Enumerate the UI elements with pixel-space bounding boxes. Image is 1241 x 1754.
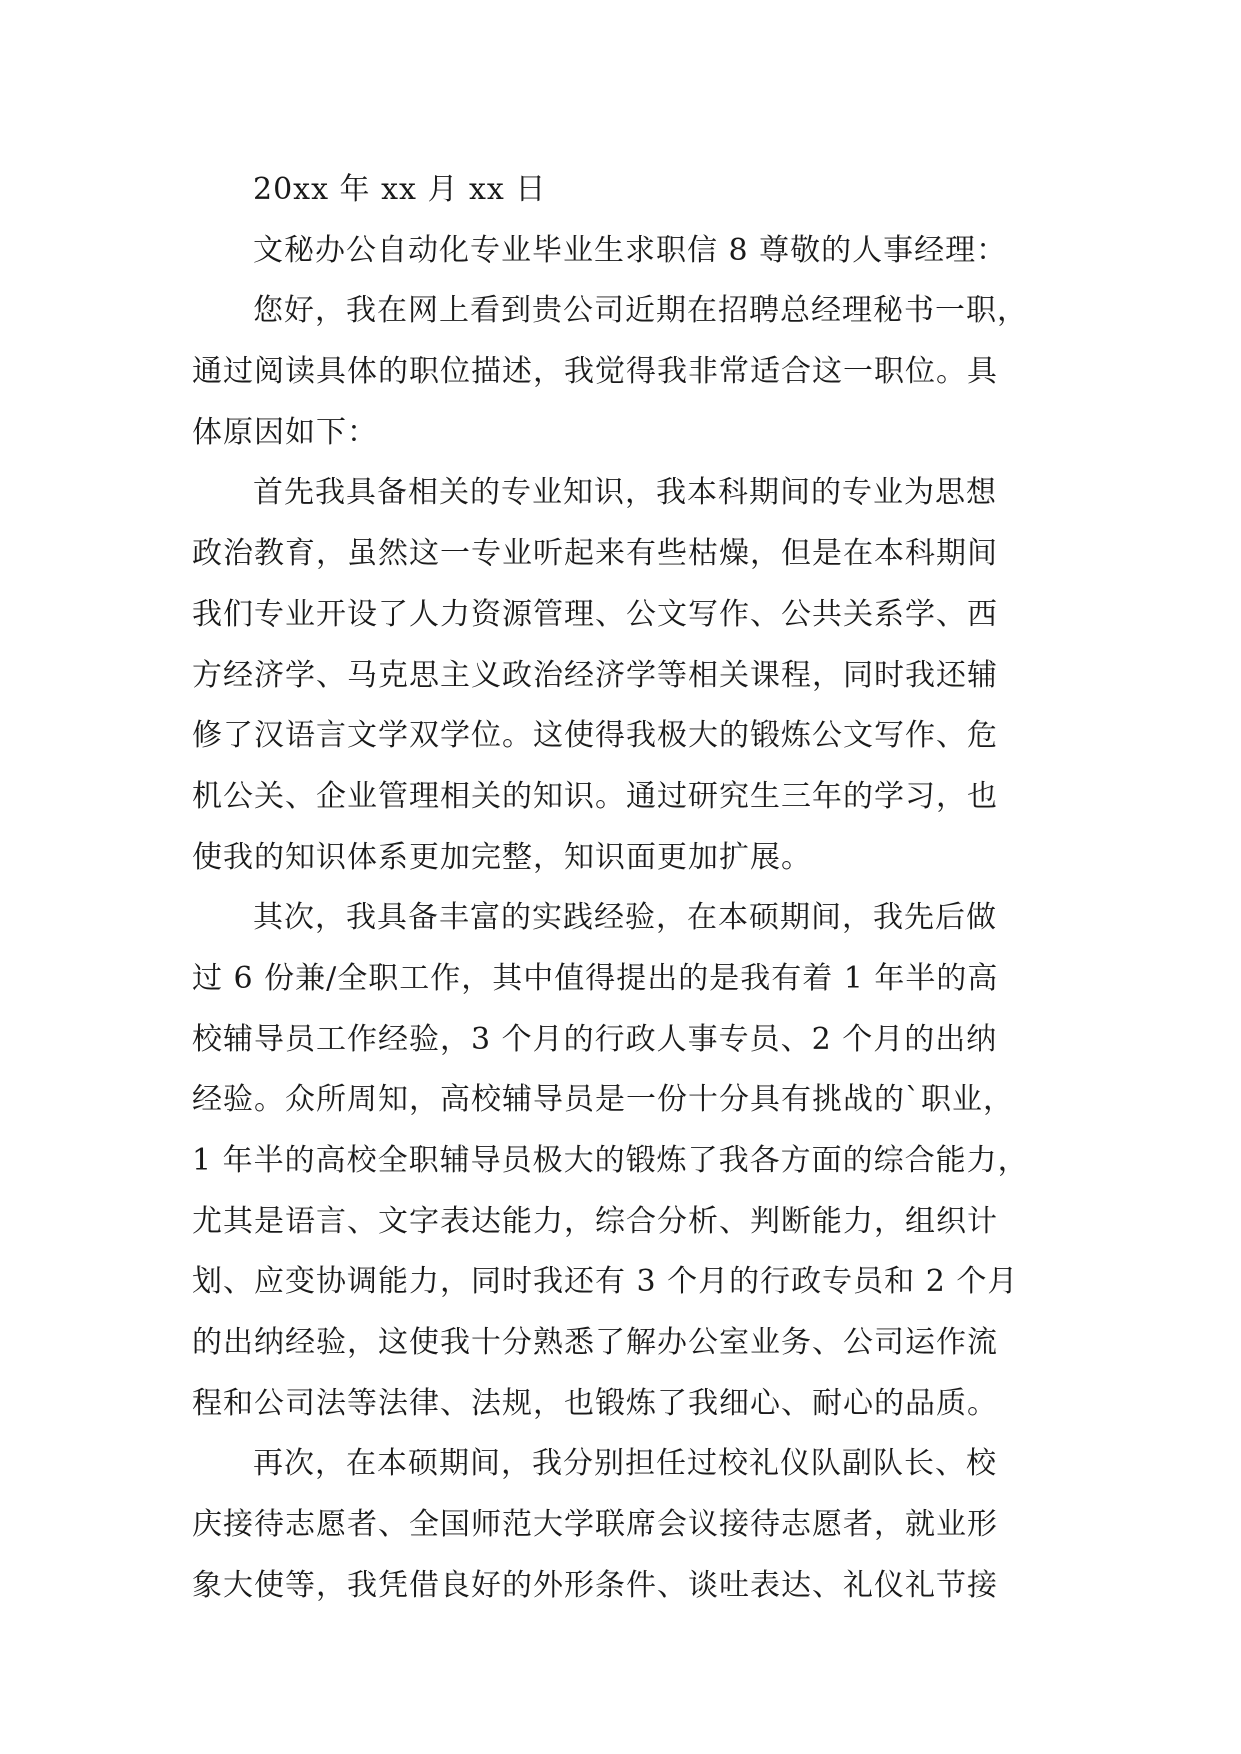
text-line: 再次，在本硕期间，我分别担任过校礼仪队副队长、校 (253, 1446, 997, 1482)
text-line: 首先我具备相关的专业知识，我本科期间的专业为思想 (253, 475, 997, 511)
text-line: 过 6 份兼/全职工作，其中值得提出的是我有着 1 年半的高 (192, 960, 999, 996)
text-line: 方经济学、马克思主义政治经济学等相关课程，同时我还辅 (192, 657, 998, 693)
text-line: 象大使等，我凭借良好的外形条件、谈吐表达、礼仪礼节接 (192, 1567, 998, 1603)
text-line: 的出纳经验，这使我十分熟悉了解办公室业务、公司运作流 (192, 1325, 998, 1361)
text-line: 尤其是语言、文字表达能力，综合分析、判断能力，组织计 (192, 1203, 998, 1239)
text-line: 通过阅读具体的职位描述，我觉得我非常适合这一职位。具 (192, 354, 998, 390)
text-line: 1 年半的高校全职辅导员极大的锻炼了我各方面的综合能力， (192, 1143, 1029, 1178)
text-line: 划、应变协调能力，同时我还有 3 个月的行政专员和 2 个月 (192, 1264, 1019, 1300)
text-line: 庆接待志愿者、全国师范大学联席会议接待志愿者，就业形 (192, 1507, 998, 1543)
text-line: 您好，我在网上看到贵公司近期在招聘总经理秘书一职， (253, 293, 1028, 329)
letter-body (192, 160, 1072, 1617)
text-line: 经验。众所周知，高校辅导员是一份十分具有挑战的`职业， (192, 1082, 1014, 1118)
text-line: 20xx 年 xx 月 xx 日 (253, 172, 547, 207)
text-line: 使我的知识体系更加完整，知识面更加扩展。 (192, 839, 812, 875)
text-line: 政治教育，虽然这一专业听起来有些枯燥，但是在本科期间 (192, 536, 998, 572)
text-line: 机公关、企业管理相关的知识。通过研究生三年的学习，也 (192, 778, 998, 814)
text-line: 修了汉语言文学双学位。这使得我极大的锻炼公文写作、危 (192, 718, 998, 754)
text-line: 体原因如下： (192, 414, 378, 450)
text-line: 其次，我具备丰富的实践经验，在本硕期间，我先后做 (253, 900, 997, 936)
text-line: 程和公司法等法律、法规，也锻炼了我细心、耐心的品质。 (192, 1385, 998, 1421)
text-line: 校辅导员工作经验，3 个月的行政人事专员、2 个月的出纳 (192, 1021, 998, 1057)
text-line: 我们专业开设了人力资源管理、公文写作、公共关系学、西 (192, 596, 998, 632)
text-line: 文秘办公自动化专业毕业生求职信 8 尊敬的人事经理： (253, 232, 1008, 268)
